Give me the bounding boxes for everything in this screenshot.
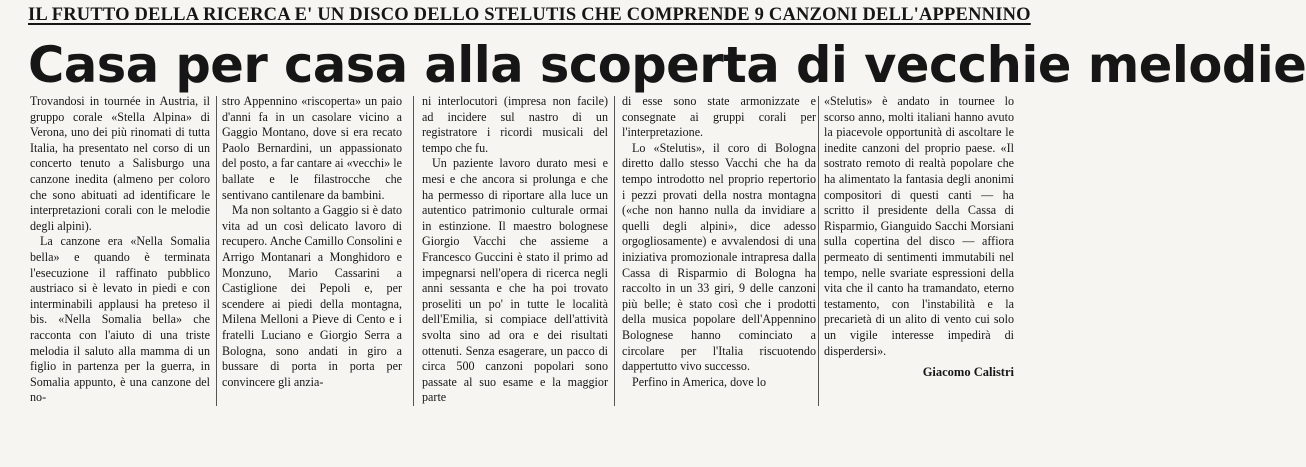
paragraph: La canzone era «Nella Somalia bella» e quando è terminata l'esecuzione il raffinato pubblico austriaco si è levato in piedi e con interminabili applausi ha preteso il bis. «Nella Somalia bella» che racconta con l'aiuto di una triste melodia il saluto alla mamma di un figlio in partenza per la guerra, in Somalia appunto, è una canzone del no- [30, 234, 210, 405]
paragraph: Trovandosi in tournée in Austria, il gruppo corale «Stella Alpina» di Verona, uno dei più rinomati di tutta Italia, ha presentato nel corso di un concerto tenuto a Salisburgo una canzone inedita (almeno per coloro che sono abituati ad identificare le interpretazioni corali con le melodie degli alpini). [30, 94, 210, 233]
article-column-5 [824, 94, 1014, 412]
paragraph: Perfino in America, dove lo [632, 374, 767, 389]
article-column-3 [422, 94, 608, 412]
paragraph: «Stelutis» è andato in tournee lo scorso anno, molti italiani hanno avuto la piacevole opportunità di ascoltare le inedite canzoni del proprio paese. «Il sostrato remoto di realtà popolare che ha alimentato la fantasia degli anonimi compositori di questi canti — ha scritto il presidente della Cassa di Risparmio, Gianguido Sacchi Morsiani sulla copertina del disco — affiora permeato di sentimenti immutabili nel tempo, nelle svariate espressioni della vita che il canto ha tramandato, eterno testamento, con l'instabilità e la precarietà di un alito di vento cui solo un vigile interesse impedirà di disperdersi». [824, 94, 1014, 358]
author-byline: Giacomo Calistri [922, 365, 1014, 380]
paragraph: di esse sono state armonizzate e consegnate ai gruppi corali per l'interpretazione. [622, 94, 816, 140]
article-column-4 [622, 94, 816, 412]
paragraph: Lo «Stelutis», il coro di Bologna diretto dallo stesso Vacchi che ha da tempo introdotto nel proprio repertorio i pezzi provati della nostra montagna («che non hanno nulla da invidiare a quelli degli alpini», dice adesso orgogliosamente) e avvalendosi di una iniziativa promozionale intrapresa dalla Cassa di Risparmio di Bologna ha raccolto in un 33 giri, 9 delle canzoni più belle; è stato così che i prodotti della musica popolare dell'Appennino Bolognese hanno cominciato a circolare per l'Italia riscuotendo dappertutto vivo successo. [622, 140, 816, 374]
paragraph: ni interlocutori (impresa non facile) ad incidere sul nastro di un registratore i ricordi musicali del tempo che fu. [422, 94, 608, 155]
article-column-2 [222, 94, 402, 412]
article-column-1 [30, 94, 210, 412]
column-divider [413, 96, 414, 406]
column-divider [818, 96, 819, 406]
column-divider [614, 96, 615, 406]
paragraph: Un paziente lavoro durato mesi e mesi e che ancora si prolunga e che ha permesso di riportare alla luce un autentico patrimonio culturale ormai in estinzione. Il maestro bolognese Giorgio Vacchi che assieme a Francesco Guccini è stato il primo ad impegnarsi nell'opera di ricerca negli anni sessanta e che ha poi trovato proseliti un po' in tutte le località dell'Emilia, si compiace dell'attività svolta sino ad ora e dei risultati ottenuti. Senza esagerare, un pacco di circa 500 canzoni popolari sono passate al suo esame e la maggior parte [422, 156, 608, 405]
paragraph: Ma non soltanto a Gaggio si è dato vita ad un così delicato lavoro di recupero. Anche Camillo Consolini e Arrigo Montanari a Monghidoro e Monzuno, Mario Cassarini a Castiglione dei Pepoli e, per scendere ai piedi della montagna, Milena Melloni a Pieve di Cento e i fratelli Luciano e Giorgio Serra a Bologna, sono andati in giro a bussare di porta in porta per convincere gli anzia- [222, 203, 402, 389]
article-headline: Casa per casa alla scoperta di vecchie melodie [28, 36, 1306, 94]
paragraph: stro Appennino «riscoperta» un paio d'anni fa in un casolare vicino a Gaggio Montano, dove si era recato Paolo Bernardini, un appassionato del posto, a far cantare ai «vecchi» le ballate e le filastrocche che sentivano cantilenare da bambini. [222, 94, 402, 202]
article-kicker: IL FRUTTO DELLA RICERCA E' UN DISCO DELLO STELUTIS CHE COMPRENDE 9 CANZONI DELL'APPENNINO [28, 5, 1031, 25]
column-divider [216, 96, 217, 406]
